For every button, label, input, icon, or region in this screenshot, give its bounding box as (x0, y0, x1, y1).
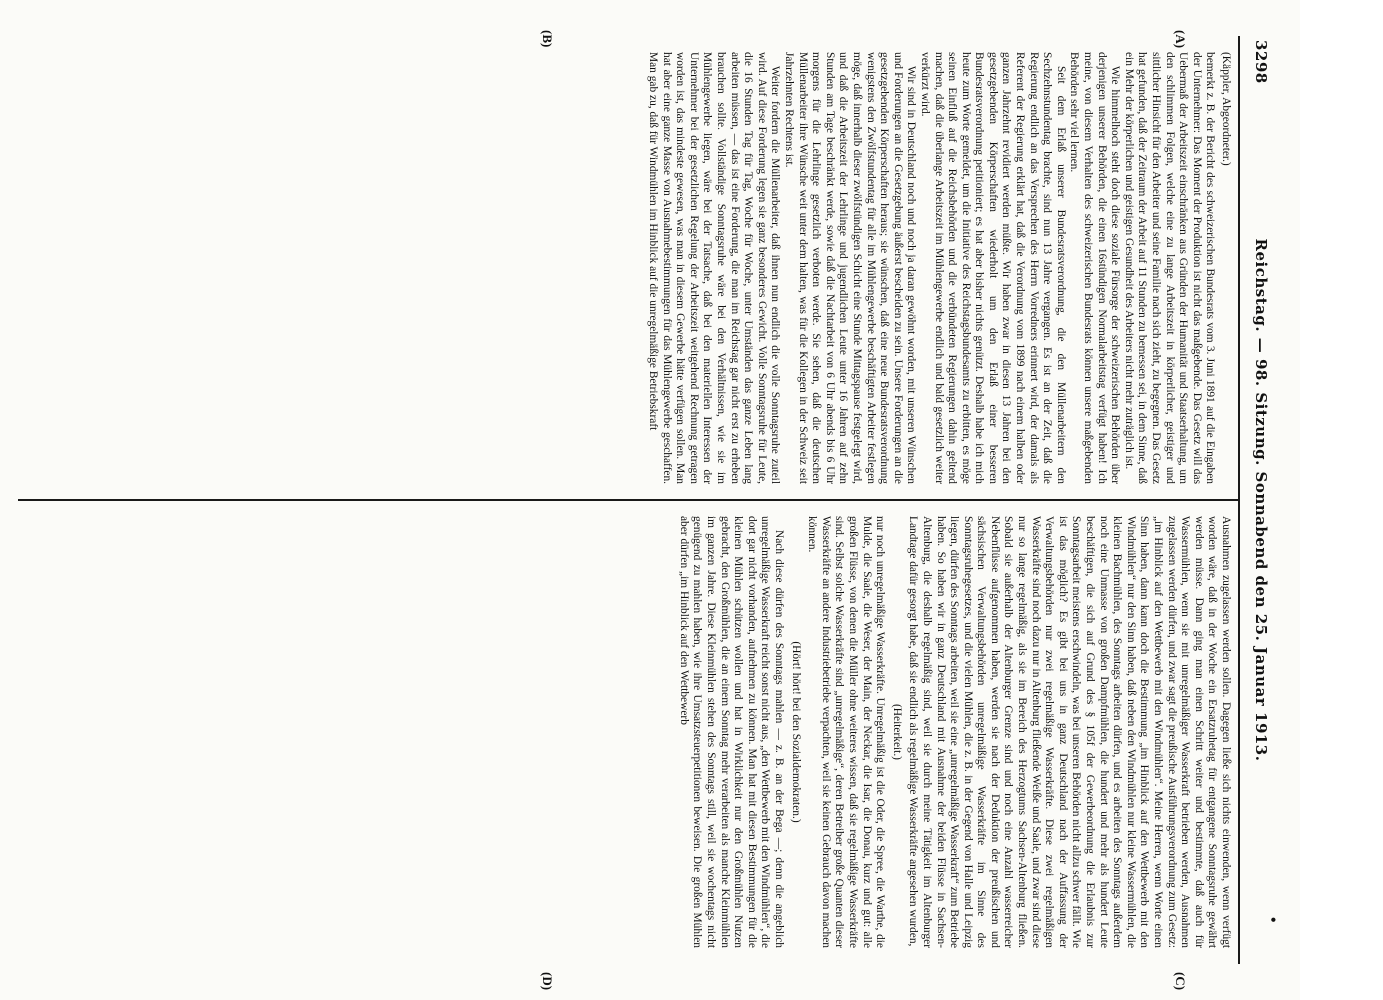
page-title: Reichstag. — 98. Sitzung. Sonnabend den 25. Januar 1913. (1252, 238, 1270, 762)
paragraph: Wie himmelhoch steht doch diese soziale Fürsorge der schweizerischen Behörden über derjenigen unserer Behörden, die einen 16stündigen Normalarbeitstag verfügt haben! Ich meine, von diesem Verhalten des schweizerischen Bundesrats können unsere maßgebenden Behörden sehr viel lernen. (1068, 52, 1122, 484)
paragraph: Weiter fordern die Müllenarbeiter, daß ihnen nun endlich die volle Sonntagsruhe zuteil wird. Auf diese Forderung legen sie ganz besonderes Gewicht. Volle Sonntagsruhe für Leute, die 16 Stunden Tag für Tag, Woche für Woche, unter Umständen das ganze Leben lang arbeiten müssen, — das ist eine Forderung, die man im Reichstag gar nicht erst zu erheben brauchen sollte. Vollständige Sonntagsruhe wäre bei den Verhältnissen, wie sie im Mühlengewerbe liegen, wäre bei der Tatsache, daß bei den materiellen Interessen der Unternehmer bei der gesetzlichen Regelung der Arbeitszeit weitgehend Rechnung getragen worden ist, das mindeste gewesen, was man in diesem Gewerbe hätte verfügen sollen. Man hat aber eine ganze Masse von Ausnahmebestimmungen für das Mühlengewerbe geschaffen. Man gab zu, daß für Windmühlen im Hinblick auf die unregelmäßige Betriebskraft (647, 52, 782, 484)
right-column (22, 516, 1232, 948)
margin-label-b: (B) (540, 30, 555, 48)
interjection: (Hört! hört! bei den Sozialdemokraten.) (789, 641, 802, 823)
page-header (1250, 40, 1280, 960)
paragraph: Seit dem Erlaß unserer Bundesratsverordnung, die den Müllenarbeitern den Sechzehnstundentag brachte, sind nun 13 Jahre vergangen. Es ist an der Zeit, daß die Regierung endlich an das Versprechen des Herrn Vorredners erinnert wird, der damals als Referent der Regierung erklärt hat, daß die Verordnung vom 1899 nach einem halben oder ganzen Jahrzehnt revidiert werden müßte. Wir haben zwar in diesen 13 Jahren bei den gesetzgebenden Körperschaften wiederholt um den Erlaß einer besseren Bundesratsverordnung petitioniert; es hat aber bisher nichts genützt. Deshalb habe ich mich heute zum Worte gemeldet, um die Initiative des Reichstagsbundesamts zu erbitten, es möge seinen Einfluß auf die Reichsbehörden und die verbündeten Regierungen dahin geltend machen, daß die überlange Arbeitszeit im Mühlengewerbe endlich und bald gesetzlich weiter verkürzt wird. (918, 52, 1067, 484)
header-rule (1238, 36, 1240, 964)
paragraph: Nach diese dürfen des Sonntags mahlen — z. B. an der Bega —; denn die angeblich unregelmäßige Wasserkraft reicht sonst nicht aus, „den Wettbewerb mit den Windmühlen“, die dort gar nicht vorhanden, aufnehmen zu können. Man hat mit diesen Bestimmungen für die kleinen Mühlen schützen wollen und hat in Wirklichkeit nur den Großmühlen Nutzen gebracht, den Großmühlen, die an einem Sonntag mehr verarbeiten als manche Kleinmühlen im ganzen Jahre. Diese Kleinmühlen stehen des Sonntags still, weil sie wochentags nicht genügend zu mahlen haben, wie ihre Umsatzsteuerpetitionen beweisen. Die großen Mühlen aber dürfen „im Hinblick auf den Wettbewerb (677, 516, 785, 948)
page-number: 3298 (1252, 40, 1270, 84)
margin-label-a: (A) (1173, 30, 1188, 49)
column-divider (18, 499, 1238, 501)
header-dot-mark: • (1266, 915, 1280, 924)
interjection: (Heiterkeit.) (890, 704, 903, 760)
paragraph: Ausnahmen zugelassen werden sollen. Dagegen ließe sich nichts einwenden, wenn verfügt worden wäre, daß in der Woche ein Ersatzruhetag für entgangene Sonntagsruhe gewährt werden müsse. Dann ging man einen Schritt weiter und bestimmte, daß auch für Wassermühlen, wenn sie mit unregelmäßiger Wasserkraft betrieben werden, Ausnahmen zugelassen werden dürfen, und zwar sagt die preußische Ausführungsverordnung zum Gesetz: „im Hinblick auf den Wettbewerb mit den Windmühlen“. Meine Herren, wenn Worte einen Sinn haben, dann kann doch die Bestimmung „im Hinblick auf den Wettbewerb mit den Windmühlen“ nur den Sinn haben, daß neben den Windmühlen nur kleine Wassermühlen, die kleinen Bachmühlen, des Sonntags arbeiten dürfen, und es arbeiten des Sonntags außerdem noch eine Unmasse von großen Dampfmühlen, die hundert und mehr als hundert Leute beschäftigen, die sich auf Grund des § 105f der Gewerbeordnung die Erlaubnis zur Sonntagsarbeit meistens erschwindeln, was bei unseren Behörden nicht allzu schwer fällt. Wie ist das möglich? Es gibt bei uns in ganz Deutschland nach der Auffassung der Verwaltungsbehörden nur zwei regelmäßige Wasserkräfte. Diese zwei regelmäßigen Wasserkräfte sind noch dazu nur in Altenburg fließende Weiße und Saale, und zwar sind diese nur so lange regelmäßig, als sie im Bereich des Herzogtums Sachsen-Altenburg fließen. Sobald sie außerhalb der Altenburger Grenze sind und noch eine Anzahl wasserreicher Nebenflüsse aufgenommen haben, werden sie nach der Deduktion der preußischen und sächsischen Verwaltungsbehörden unregelmäßige Wasserkräfte im Sinne des Sonntagsruhegesetzes, und die vielen Mühlen, die z. B. in der Gegend von Halle und Leipzig liegen, dürfen des Sonntags arbeiten, weil sie eine „unregelmäßige Wasserkraft“ zum Betriebe haben. So haben wir in ganz Deutschland mit Ausnahme der beiden Flüsse in Sachsen-Altenburg, die deshalb regelmäßig sind, weil sie durch meine Tätigkeit im Altenburger Landtage dafür gesorgt habe, daß sie endlich als regelmäßige Wasserkräfte angesehen wurden, (907, 516, 1232, 948)
paragraph: bemerkt z. B. der Bericht des schweizerischen Bundesrats vom 3. Juni 1891 auf die Eingaben der Unternehmer: Das Moment der Produktion ist nicht das maßgebende. Das Gesetz will das Uebermaß der Arbeitszeit einschränken aus Gründen der Humanität und Staatserhaltung, um den schlimmen Folgen, welche eine zu lange Arbeitszeit in körperlicher, geistiger und sittlicher Hinsicht für den Arbeiter und seine Familie nach sich zieht, zu begegnen. Das Gesetz hat gefunden, daß der Zeitraum der Arbeit auf 11 Stunden zu bemessen sei, in dem Sinne, daß ein Mehr der körperlichen und geistigen Gesundheit des Arbeiters nicht mehr zuträglich ist. (1122, 52, 1217, 484)
left-column (22, 52, 1232, 484)
paragraph: Wir sind in Deutschland noch und noch ja daran gewöhnt worden, mit unseren Wünschen und Forderungen an die Gesetzgebung äußerst bescheiden zu sein. Unsere Forderungen an die gesetzgebenden Körperschaften heraus; sie wünschen, daß eine neue Bundesratsverordnung wenigstens den Zwölfstundentag für alle im Mühlengewerbe beschäftigten Arbeiter festlegen möge, daß innerhalb dieser zwölfstündigen Schicht eine Stunde Mittagspause festgelegt wird, und daß die Arbeitszeit der Lehrlinge und jugendlichen Leute unter 16 Jahren auf zehn Stunden am Tage beschränkt werde, sowie daß die Nachtarbeit von 6 Uhr abends bis 6 Uhr morgens für die Lehrlinge gesetzlich verboten werde. Sie sehen, daß die deutschen Müllenarbeiter ihre Wünsche weit unter dem halten, was für die Kollegen in der Schweiz seit Jahrzehnten Rechtens ist. (783, 52, 918, 484)
speaker-label: (Käppler, Abgeordneter.) (1220, 52, 1232, 166)
margin-label-d: (D) (540, 972, 555, 991)
margin-label-c: (C) (1173, 972, 1188, 991)
paragraph: nur noch unregelmäßige Wasserkräfte. Unregelmäßig ist die Oder, die Spree, die Warthe, die Mulde, die Saale, die Weser, der Main, der Neckar, die Isar, die Donau, kurz und gut: alle großen Flüsse, von denen die Müller ohne weiteres wissen, daß sie regelmäßige Wasserkräfte sind. Selbst solche Wasserkräfte sind „unregelmäßige“, deren Betreiber große Quanten dieser Wasserkräfte an andere Industriebetriebe verpachten, weil sie keinen Gebrauch davon machen können. (806, 516, 887, 948)
